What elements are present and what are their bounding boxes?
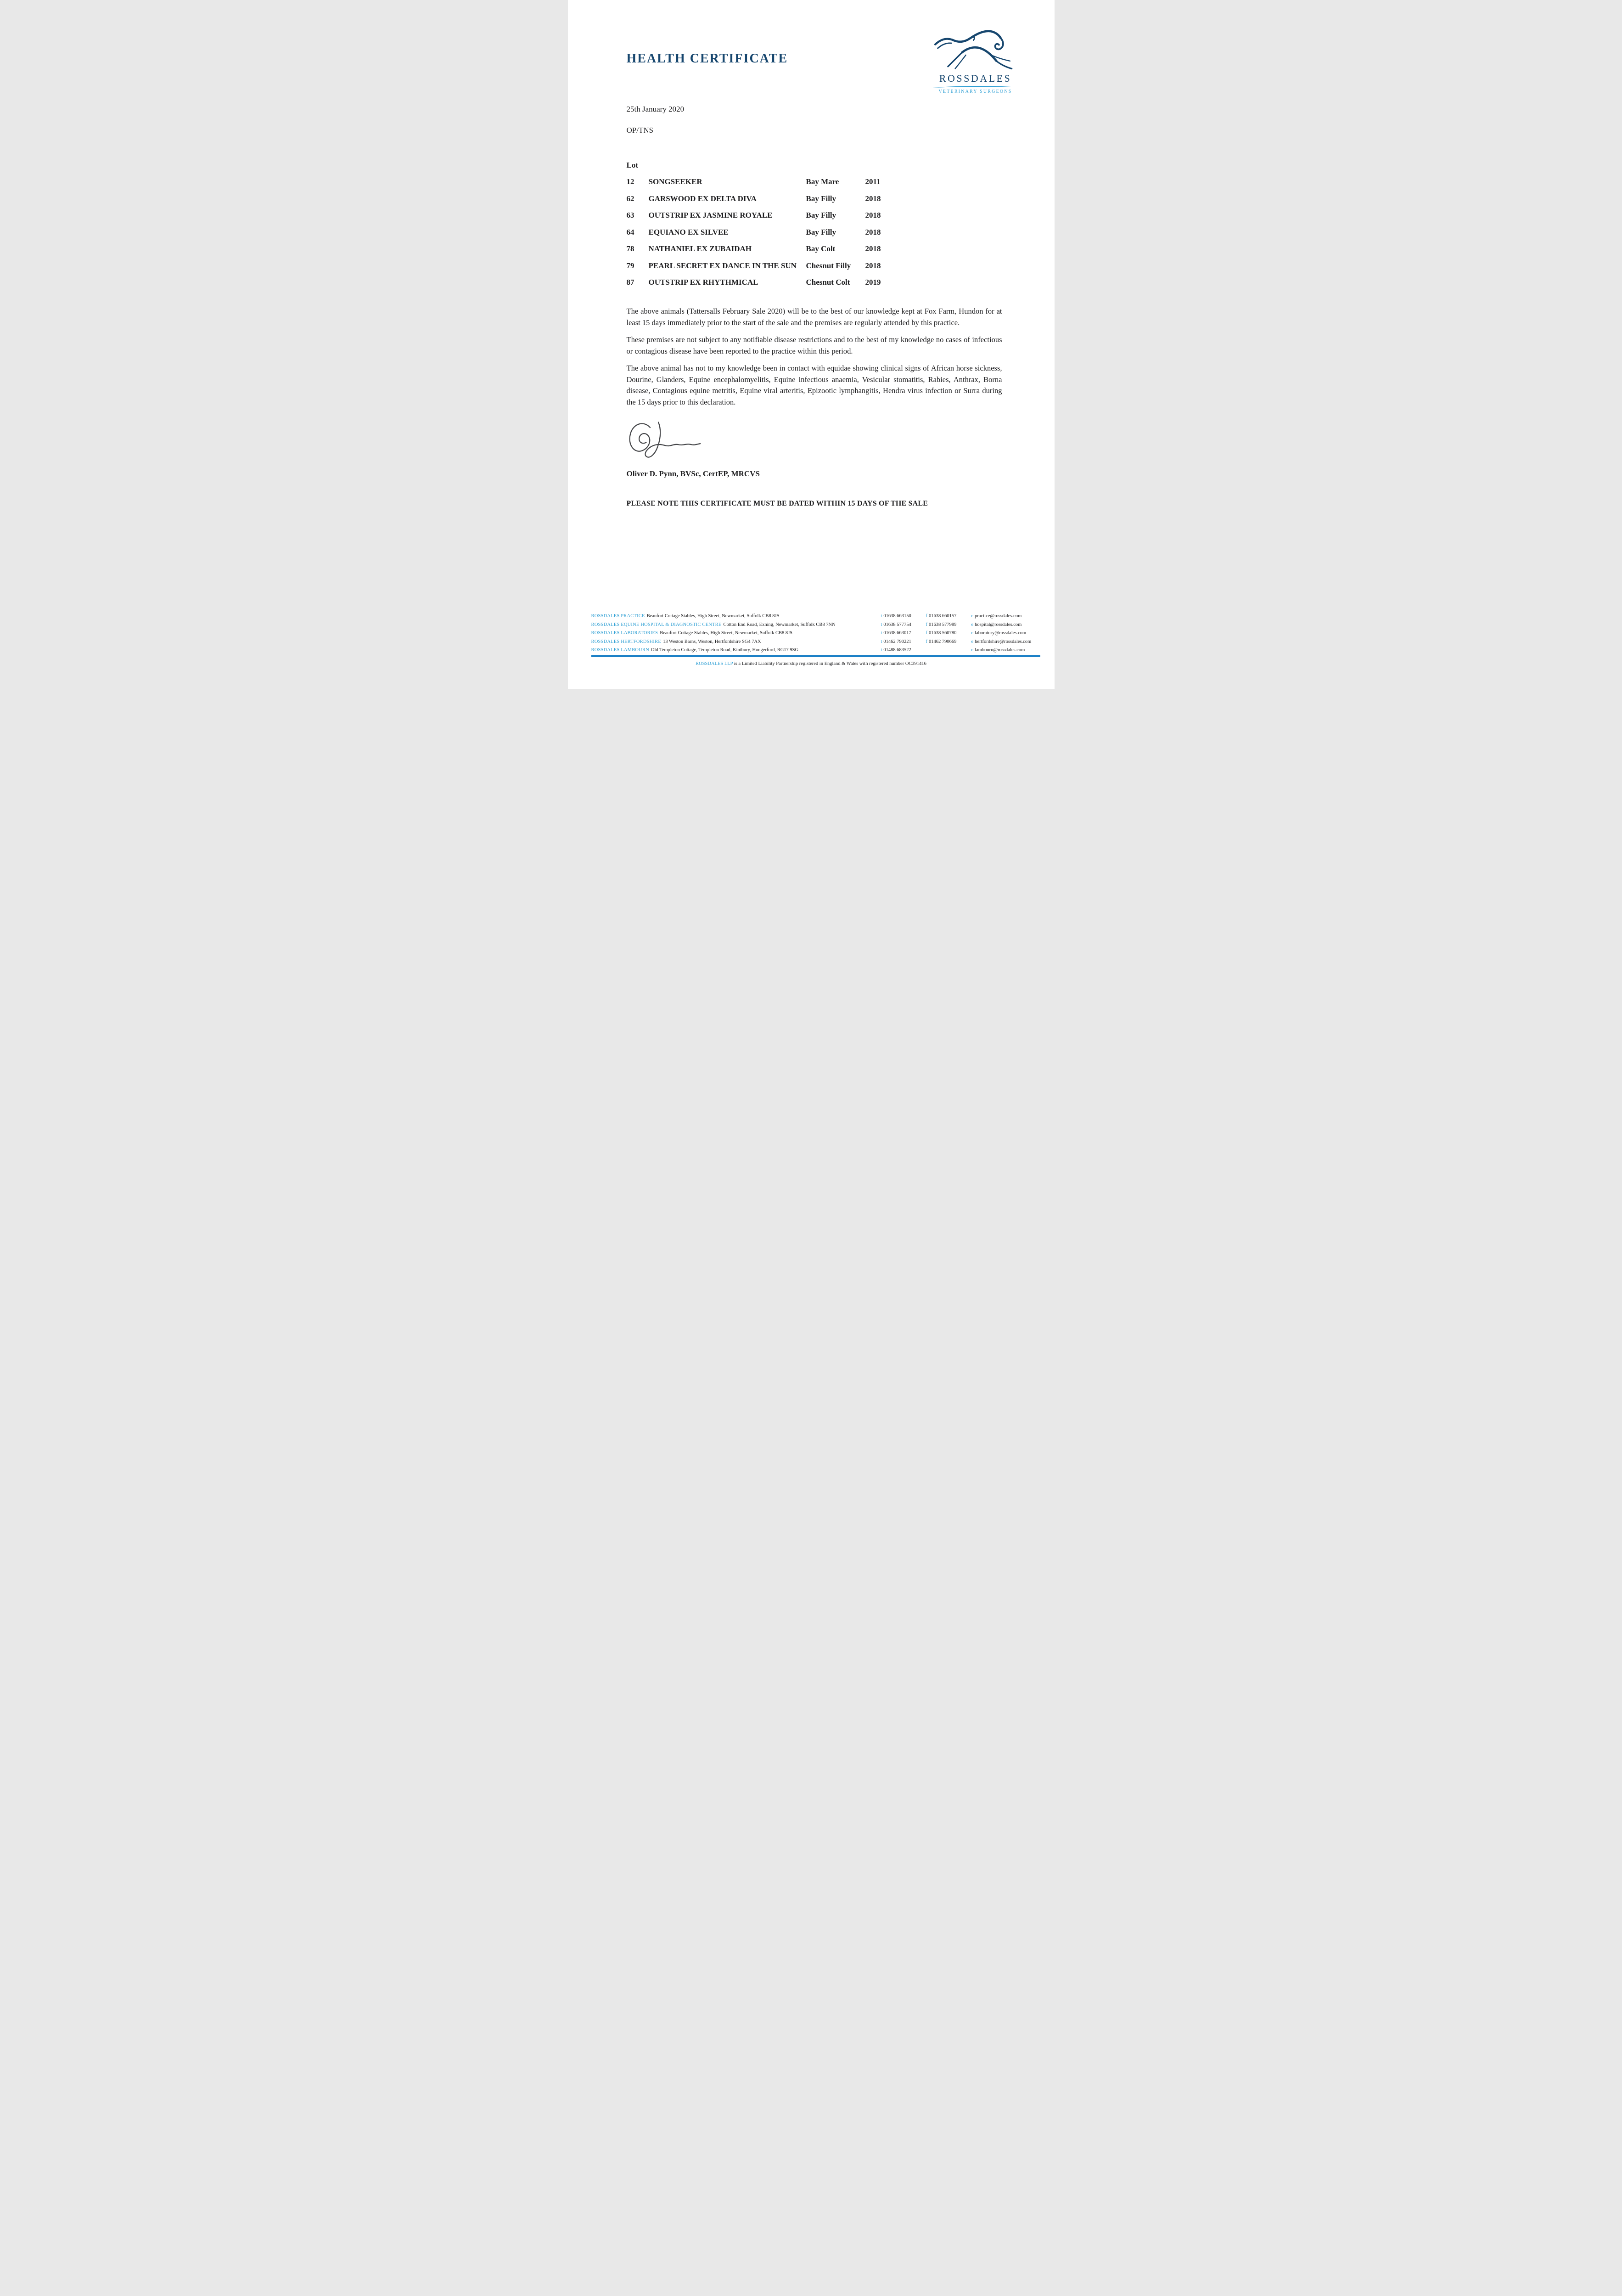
lot-number: 79 [626, 261, 634, 270]
tel-number: 01488 683522 [883, 647, 911, 653]
lot-name: OUTSTRIP EX RHYTHMICAL [648, 278, 758, 287]
fax-number: 01638 660157 [929, 613, 957, 619]
lot-name: SONGSEEKER [648, 177, 702, 186]
location-email [971, 630, 1027, 636]
health-certificate-page [568, 0, 1055, 689]
location-name: ROSSDALES EQUINE HOSPITAL & DIAGNOSTIC CENTRE [591, 622, 722, 627]
table-row [627, 211, 911, 228]
fax-prefix: f [926, 630, 927, 636]
fax-prefix: f [926, 622, 927, 627]
lot-table [627, 177, 911, 295]
location-telephone [881, 647, 911, 653]
tel-number: 01638 577754 [883, 622, 911, 627]
location-email [971, 613, 1022, 619]
location-email [971, 647, 1025, 653]
lot-number: 78 [626, 244, 634, 253]
location-telephone [881, 622, 911, 627]
declaration-paragraph: The above animals (Tattersalls February Sale 2020) will be to the best of our knowledge kept at Fox Farm, Hundon for at least 15 days immediately prior to the start of the sale and the premises are regularly attended by this practice. [626, 307, 1002, 327]
footer-locations [591, 613, 1040, 656]
fax-number: 01638 560780 [929, 630, 957, 636]
email-address: laboratory@rossdales.com [975, 630, 1027, 636]
email-prefix: e [971, 639, 974, 644]
location-telephone [881, 639, 911, 644]
lot-number: 64 [626, 227, 634, 236]
lot-year: 2011 [865, 177, 881, 186]
lot-number: 12 [626, 177, 634, 186]
lot-number: 63 [626, 211, 634, 219]
logo-swoosh [932, 85, 1019, 89]
footer-location-row [591, 639, 1040, 648]
lot-number: 62 [626, 194, 634, 203]
location-email [971, 622, 1022, 627]
email-address: lambourn@rossdales.com [975, 647, 1025, 653]
location-address: Old Templeton Cottage, Templeton Road, Kintbury, Hungerford, RG17 9SG [651, 647, 799, 653]
location-name: ROSSDALES PRACTICE [591, 613, 645, 619]
lot-year: 2018 [865, 227, 881, 236]
lot-year: 2018 [865, 261, 881, 270]
fax-number: 01638 577989 [929, 622, 957, 627]
email-prefix: e [971, 613, 974, 619]
location-fax [926, 639, 957, 644]
lot-description: Bay Mare [806, 177, 839, 186]
dating-notice: PLEASE NOTE THIS CERTIFICATE MUST BE DATED WITHIN 15 DAYS OF THE SALE [626, 500, 928, 507]
rossdales-logo [930, 26, 1021, 94]
footer-location-row [591, 630, 1040, 639]
signature-image [624, 419, 711, 462]
logo-brand-text: ROSSDALES [939, 73, 1012, 84]
location-name: ROSSDALES LAMBOURN [591, 647, 649, 653]
lot-number: 87 [626, 278, 634, 287]
footer-location-row [591, 622, 1040, 631]
page-title: HEALTH CERTIFICATE [626, 51, 788, 66]
tel-prefix: t [881, 639, 882, 644]
lot-description: Chesnut Colt [806, 278, 850, 287]
leaping-horse-icon [933, 26, 1018, 72]
location-telephone [881, 613, 911, 619]
lot-table-header: Lot [626, 161, 638, 169]
tel-prefix: t [881, 613, 882, 619]
lot-description: Bay Colt [806, 244, 836, 253]
location-name: ROSSDALES HERTFORDSHIRE [591, 639, 661, 644]
lot-name: PEARL SECRET EX DANCE IN THE SUN [648, 261, 797, 270]
tel-prefix: t [881, 622, 882, 627]
declaration-paragraph: The above animal has not to my knowledge been in contact with equidae showing clinical signs of African horse sickness, Dourine, Glanders, Equine encephalomyelitis, Equine infectious anaemia, Vesicular stomatitis, Rabies, Anthrax, Borna disease, Contagious equine metritis, Equine viral arteritis, Epizootic lymphangitis, Hendra virus infection or Surra during the 15 days prior to this declaration. [626, 364, 1002, 406]
table-row [627, 228, 911, 245]
reference-code: OP/TNS [626, 126, 654, 135]
lot-name: NATHANIEL EX ZUBAIDAH [648, 244, 752, 253]
lot-description: Bay Filly [806, 227, 836, 236]
tel-number: 01638 663017 [883, 630, 911, 636]
declaration-paragraph: These premises are not subject to any notifiable disease restrictions and to the best of my knowledge no cases of infectious or contagious disease have been reported to the practice within this period. [626, 335, 1002, 355]
lot-year: 2019 [865, 278, 881, 287]
lot-name: EQUIANO EX SILVEE [648, 227, 729, 236]
lot-year: 2018 [865, 244, 881, 253]
location-address: 13 Weston Barns, Weston, Hertfordshire SG4 7AX [662, 639, 761, 644]
location-fax [926, 630, 957, 636]
email-prefix: e [971, 622, 974, 627]
location-address: Beaufort Cottage Stables, High Street, Newmarket, Suffolk CB8 8JS [660, 630, 793, 636]
location-address: Beaufort Cottage Stables, High Street, Newmarket, Suffolk CB8 8JS [646, 613, 780, 619]
logo-tagline: VETERINARY SURGEONS [938, 89, 1012, 94]
tel-prefix: t [881, 647, 882, 653]
table-row [627, 194, 911, 211]
lot-description: Chesnut Filly [806, 261, 851, 270]
lot-year: 2018 [865, 211, 881, 219]
location-fax [926, 613, 957, 619]
lot-name: GARSWOOD EX DELTA DIVA [648, 194, 757, 203]
location-email [971, 639, 1032, 644]
lot-description: Bay Filly [806, 194, 836, 203]
declaration-text [627, 306, 1002, 414]
table-row [627, 244, 911, 261]
fax-prefix: f [926, 613, 927, 619]
tel-number: 01638 663150 [883, 613, 911, 619]
lot-name: OUTSTRIP EX JASMINE ROYALE [648, 211, 773, 219]
tel-prefix: t [881, 630, 882, 636]
location-name: ROSSDALES LABORATORIES [591, 630, 658, 636]
location-address: Cotton End Road, Exning, Newmarket, Suffolk CB8 7NN [723, 622, 836, 627]
table-row [627, 278, 911, 295]
footer-location-row [591, 613, 1040, 622]
fax-number: 01462 790669 [929, 639, 957, 644]
email-address: practice@rossdales.com [975, 613, 1022, 619]
llp-registration-line [568, 661, 1055, 666]
signatory-name: Oliver D. Pynn, BVSc, CertEP, MRCVS [626, 469, 760, 478]
table-row [627, 261, 911, 278]
fax-prefix: f [926, 639, 927, 644]
tel-number: 01462 790221 [883, 639, 911, 644]
location-fax [926, 622, 957, 627]
email-prefix: e [971, 647, 974, 653]
email-prefix: e [971, 630, 974, 636]
email-address: hospital@rossdales.com [975, 622, 1022, 627]
table-row [627, 177, 911, 194]
llp-name: ROSSDALES LLP [696, 661, 733, 666]
llp-text: is a Limited Liability Partnership registered in England & Wales with registered number OC391416 [733, 661, 926, 666]
lot-description: Bay Filly [806, 211, 836, 219]
lot-year: 2018 [865, 194, 881, 203]
certificate-date: 25th January 2020 [626, 105, 685, 113]
email-address: hertfordshire@rossdales.com [975, 639, 1032, 644]
location-telephone [881, 630, 911, 636]
footer-divider-bar [591, 655, 1040, 657]
